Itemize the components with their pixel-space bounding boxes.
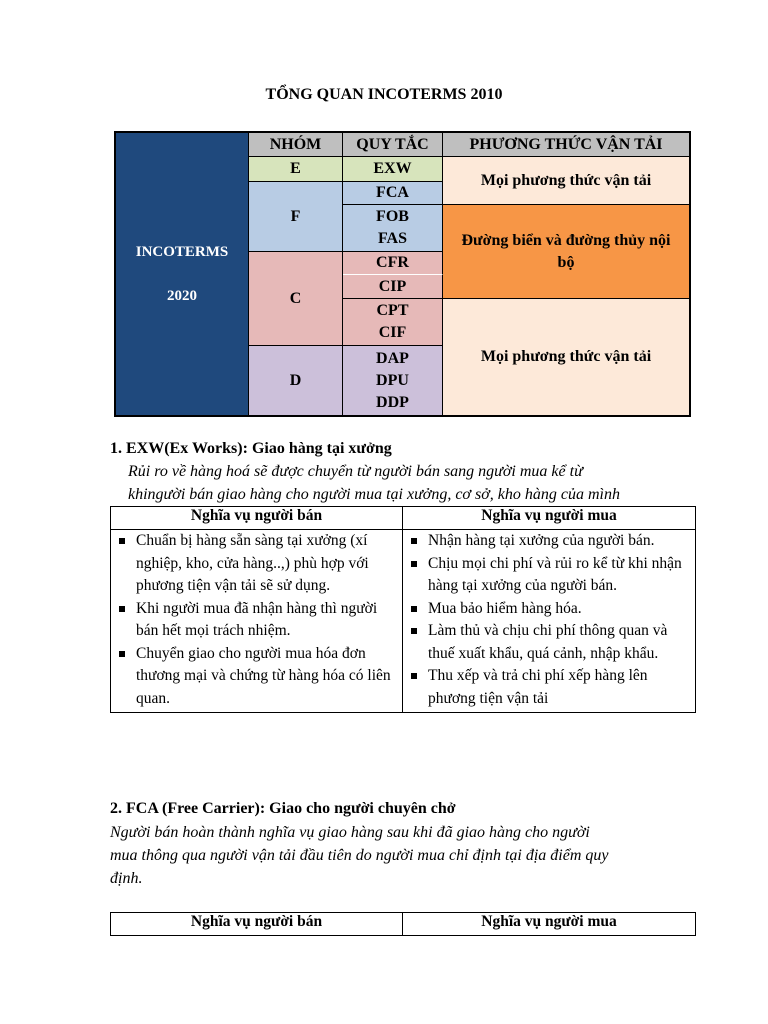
header-rule: QUY TẮC bbox=[343, 133, 443, 157]
list-item bbox=[407, 530, 691, 553]
group-c: C bbox=[249, 252, 343, 346]
seller-obligations-header: Nghĩa vụ người bán bbox=[111, 507, 403, 530]
bullet-icon bbox=[119, 538, 125, 544]
bullet-icon bbox=[411, 628, 417, 634]
section-fca-desc bbox=[110, 821, 694, 890]
list-item bbox=[407, 665, 691, 710]
document-title: TỔNG QUAN INCOTERMS 2010 bbox=[265, 86, 503, 103]
incoterms-brand-cell bbox=[116, 133, 249, 415]
mode-any-bottom: Mọi phương thức vận tải bbox=[443, 299, 689, 415]
bullet-icon bbox=[411, 538, 417, 544]
section-exw-desc-line-2: khingười bán giao hàng cho người mua tại xưởng, cơ sở, kho hàng của mình bbox=[128, 486, 620, 503]
seller-obligations-header: Nghĩa vụ người bán bbox=[111, 913, 403, 936]
incoterms-overview-table bbox=[114, 131, 691, 417]
list-item-text: Nhận hàng tại xưởng của người bán. bbox=[428, 532, 655, 549]
header-group: NHÓM bbox=[249, 133, 343, 157]
section-fca-desc-line-3: định. bbox=[110, 870, 143, 887]
buyer-obligations-header: Nghĩa vụ người mua bbox=[403, 913, 696, 936]
group-f: F bbox=[249, 182, 343, 252]
rule-exw: EXW bbox=[343, 157, 443, 182]
list-item-text: Mua bảo hiểm hàng hóa. bbox=[428, 599, 582, 617]
rule-dpu: DPU bbox=[376, 371, 409, 389]
section-fca-desc-line-2: mua thông qua người vận tải đầu tiên do người mua chỉ định tại địa điểm quy bbox=[110, 847, 609, 864]
list-item bbox=[407, 553, 691, 598]
rule-cpt-cif bbox=[343, 299, 443, 346]
section-exw-title: 1. EXW(Ex Works): Giao hàng tại xưởng bbox=[110, 440, 392, 457]
list-item-text: Làm thủ và chịu chi phí thông quan và thuế xuất khẩu, quá cảnh, nhập khẩu. bbox=[428, 622, 668, 662]
exw-obligations-table bbox=[110, 506, 696, 713]
list-item-text: Thu xếp và trả chi phí xếp hàng lên phương tiện vận tải bbox=[428, 667, 648, 707]
list-item bbox=[115, 530, 398, 598]
bullet-icon bbox=[411, 606, 417, 612]
rule-dap: DAP bbox=[376, 349, 409, 367]
list-item bbox=[407, 598, 691, 621]
brand-line-1: INCOTERMS bbox=[135, 244, 229, 260]
bullet-icon bbox=[119, 651, 125, 657]
group-d: D bbox=[249, 346, 343, 415]
section-exw-desc-line-1: Rủi ro về hàng hoá sẽ được chuyển từ người bán sang người mua kể từ bbox=[128, 463, 583, 480]
header-mode: PHƯƠNG THỨC VẬN TẢI bbox=[443, 133, 689, 157]
section-fca-desc-line-1: Người bán hoàn thành nghĩa vụ giao hàng sau khi đã giao hàng cho người bbox=[110, 824, 590, 841]
seller-obligations-list bbox=[115, 530, 398, 710]
list-item bbox=[407, 620, 691, 665]
list-item bbox=[115, 643, 398, 711]
rule-cpt: CPT bbox=[376, 302, 409, 319]
rule-cfr: CFR bbox=[343, 252, 443, 275]
bullet-icon bbox=[411, 673, 417, 679]
buyer-obligations-cell bbox=[403, 530, 696, 713]
rule-cip: CIP bbox=[343, 275, 443, 299]
buyer-obligations-header: Nghĩa vụ người mua bbox=[403, 507, 696, 530]
mode-sea-inland: Đường biển và đường thủy nội bộ bbox=[443, 205, 689, 299]
rule-dap-dpu-ddp bbox=[343, 346, 443, 415]
bullet-icon bbox=[119, 606, 125, 612]
list-item-text: Chuẩn bị hàng sẵn sàng tại xưởng (xí nghiệp, kho, cửa hàng..,) phù hợp với phương tiện vận tải sẽ sử dụng. bbox=[136, 532, 369, 594]
section-exw-desc bbox=[128, 460, 694, 506]
brand-line-2: 2020 bbox=[167, 288, 197, 304]
rule-ddp: DDP bbox=[376, 393, 409, 411]
bullet-icon bbox=[411, 561, 417, 567]
buyer-obligations-list bbox=[407, 530, 691, 710]
rule-fob-fas bbox=[343, 205, 443, 252]
mode-any-top: Mọi phương thức vận tải bbox=[443, 157, 689, 205]
list-item bbox=[115, 598, 398, 643]
section-fca-title: 2. FCA (Free Carrier): Giao cho người chuyên chở bbox=[110, 800, 456, 817]
list-item-text: Chịu mọi chi phí và rủi ro kể từ khi nhận hàng tại xưởng của người bán. bbox=[428, 554, 682, 594]
rule-fob: FOB bbox=[376, 208, 409, 225]
group-e: E bbox=[249, 157, 343, 182]
rule-fas: FAS bbox=[377, 230, 408, 247]
rule-fca: FCA bbox=[343, 182, 443, 205]
rule-cif: CIF bbox=[378, 324, 407, 341]
list-item-text: Khi người mua đã nhận hàng thì người bán hết mọi trách nhiệm. bbox=[136, 599, 378, 639]
list-item-text: Chuyển giao cho người mua hóa đơn thương mại và chứng từ hàng hóa có liên quan. bbox=[136, 644, 391, 707]
seller-obligations-cell bbox=[111, 530, 403, 713]
fca-obligations-table bbox=[110, 912, 696, 936]
